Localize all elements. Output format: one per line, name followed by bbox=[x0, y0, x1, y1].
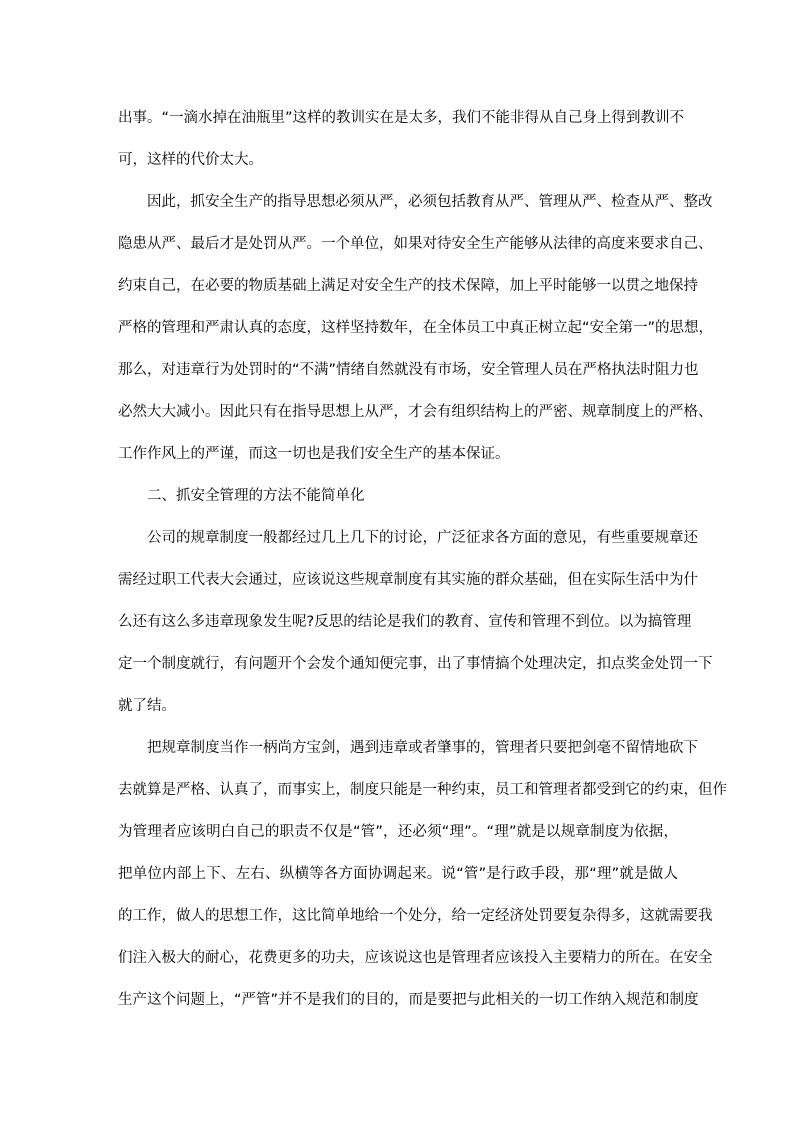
section-heading: 二、抓安全管理的方法不能简单化 bbox=[147, 488, 365, 504]
paragraph-line: 出事。“一滴水掉在油瓶里”这样的教训实在是太多，我们不能非得从自己身上得到教训不 bbox=[118, 110, 685, 126]
paragraph-line: 把规章制度当作一柄尚方宝剑，遇到违章或者肇事的，管理者只要把剑毫不留情地砍下 bbox=[147, 740, 698, 756]
paragraph-line: 公司的规章制度一般都经过几上几下的讨论，广泛征求各方面的意见，有些重要规章还 bbox=[147, 530, 698, 546]
paragraph-line: 就了结。 bbox=[118, 698, 176, 714]
paragraph-line: 定一个制度就行，有问题开个会发个通知便完事，出了事情搞个处理决定，扣点奖金处罚一下 bbox=[118, 656, 713, 672]
paragraph-line: 约束自己，在必要的物质基础上满足对安全生产的技术保障，加上平时能够一以贯之地保持 bbox=[118, 278, 698, 294]
paragraph-line: 因此，抓安全生产的指导思想必须从严，必须包括教育从严、管理从严、检查从严、整改 bbox=[147, 194, 713, 210]
paragraph-line: 生产这个问题上，“严管”并不是我们的目的，而是要把与此相关的一切工作纳入规范和制度 bbox=[118, 992, 699, 1008]
paragraph-line: 必然大大减小。因此只有在指导思想上从严，才会有组织结构上的严密、规章制度上的严格、 bbox=[118, 404, 713, 420]
paragraph-line: 们注入极大的耐心，花费更多的功夫，应该说这也是管理者应该投入主要精力的所在。在安全 bbox=[118, 950, 713, 966]
paragraph-line: 隐患从严、最后才是处罚从严。一个单位，如果对待安全生产能够从法律的高度来要求自己、 bbox=[118, 236, 713, 252]
paragraph-line: 需经过职工代表大会通过，应该说这些规章制度有其实施的群众基础，但在实际生活中为什 bbox=[118, 572, 698, 588]
paragraph-line: 去就算是严格、认真了，而事实上，制度只能是一种约束，员工和管理者都受到它的约束，但作 bbox=[118, 782, 727, 798]
paragraph-line: 把单位内部上下、左右、纵横等各方面协调起来。说“管”是行政手段，那“理”就是做人 bbox=[118, 866, 678, 882]
paragraph-line: 严格的管理和严肃认真的态度，这样坚持数年，在全体员工中真正树立起“安全第一”的思想， bbox=[118, 320, 714, 336]
paragraph-line: 那么，对违章行为处罚时的“不满”情绪自然就没有市场，安全管理人员在严格执法时阻力也 bbox=[118, 362, 699, 378]
paragraph-line: 么还有这么多违章现象发生呢?反思的结论是我们的教育、宣传和管理不到位。以为搞管理 bbox=[118, 614, 692, 630]
paragraph-line: 可，这样的代价太大。 bbox=[118, 152, 263, 168]
paragraph-line: 的工作，做人的思想工作，这比简单地给一个处分，给一定经济处罚要复杂得多，这就需要我 bbox=[118, 908, 713, 924]
paragraph-line: 工作作风上的严谨，而这一切也是我们安全生产的基本保证。 bbox=[118, 446, 510, 462]
paragraph-line: 为管理者应该明白自己的职责不仅是“管”，还必须“理”。“理”就是以规章制度为依据， bbox=[118, 824, 678, 840]
